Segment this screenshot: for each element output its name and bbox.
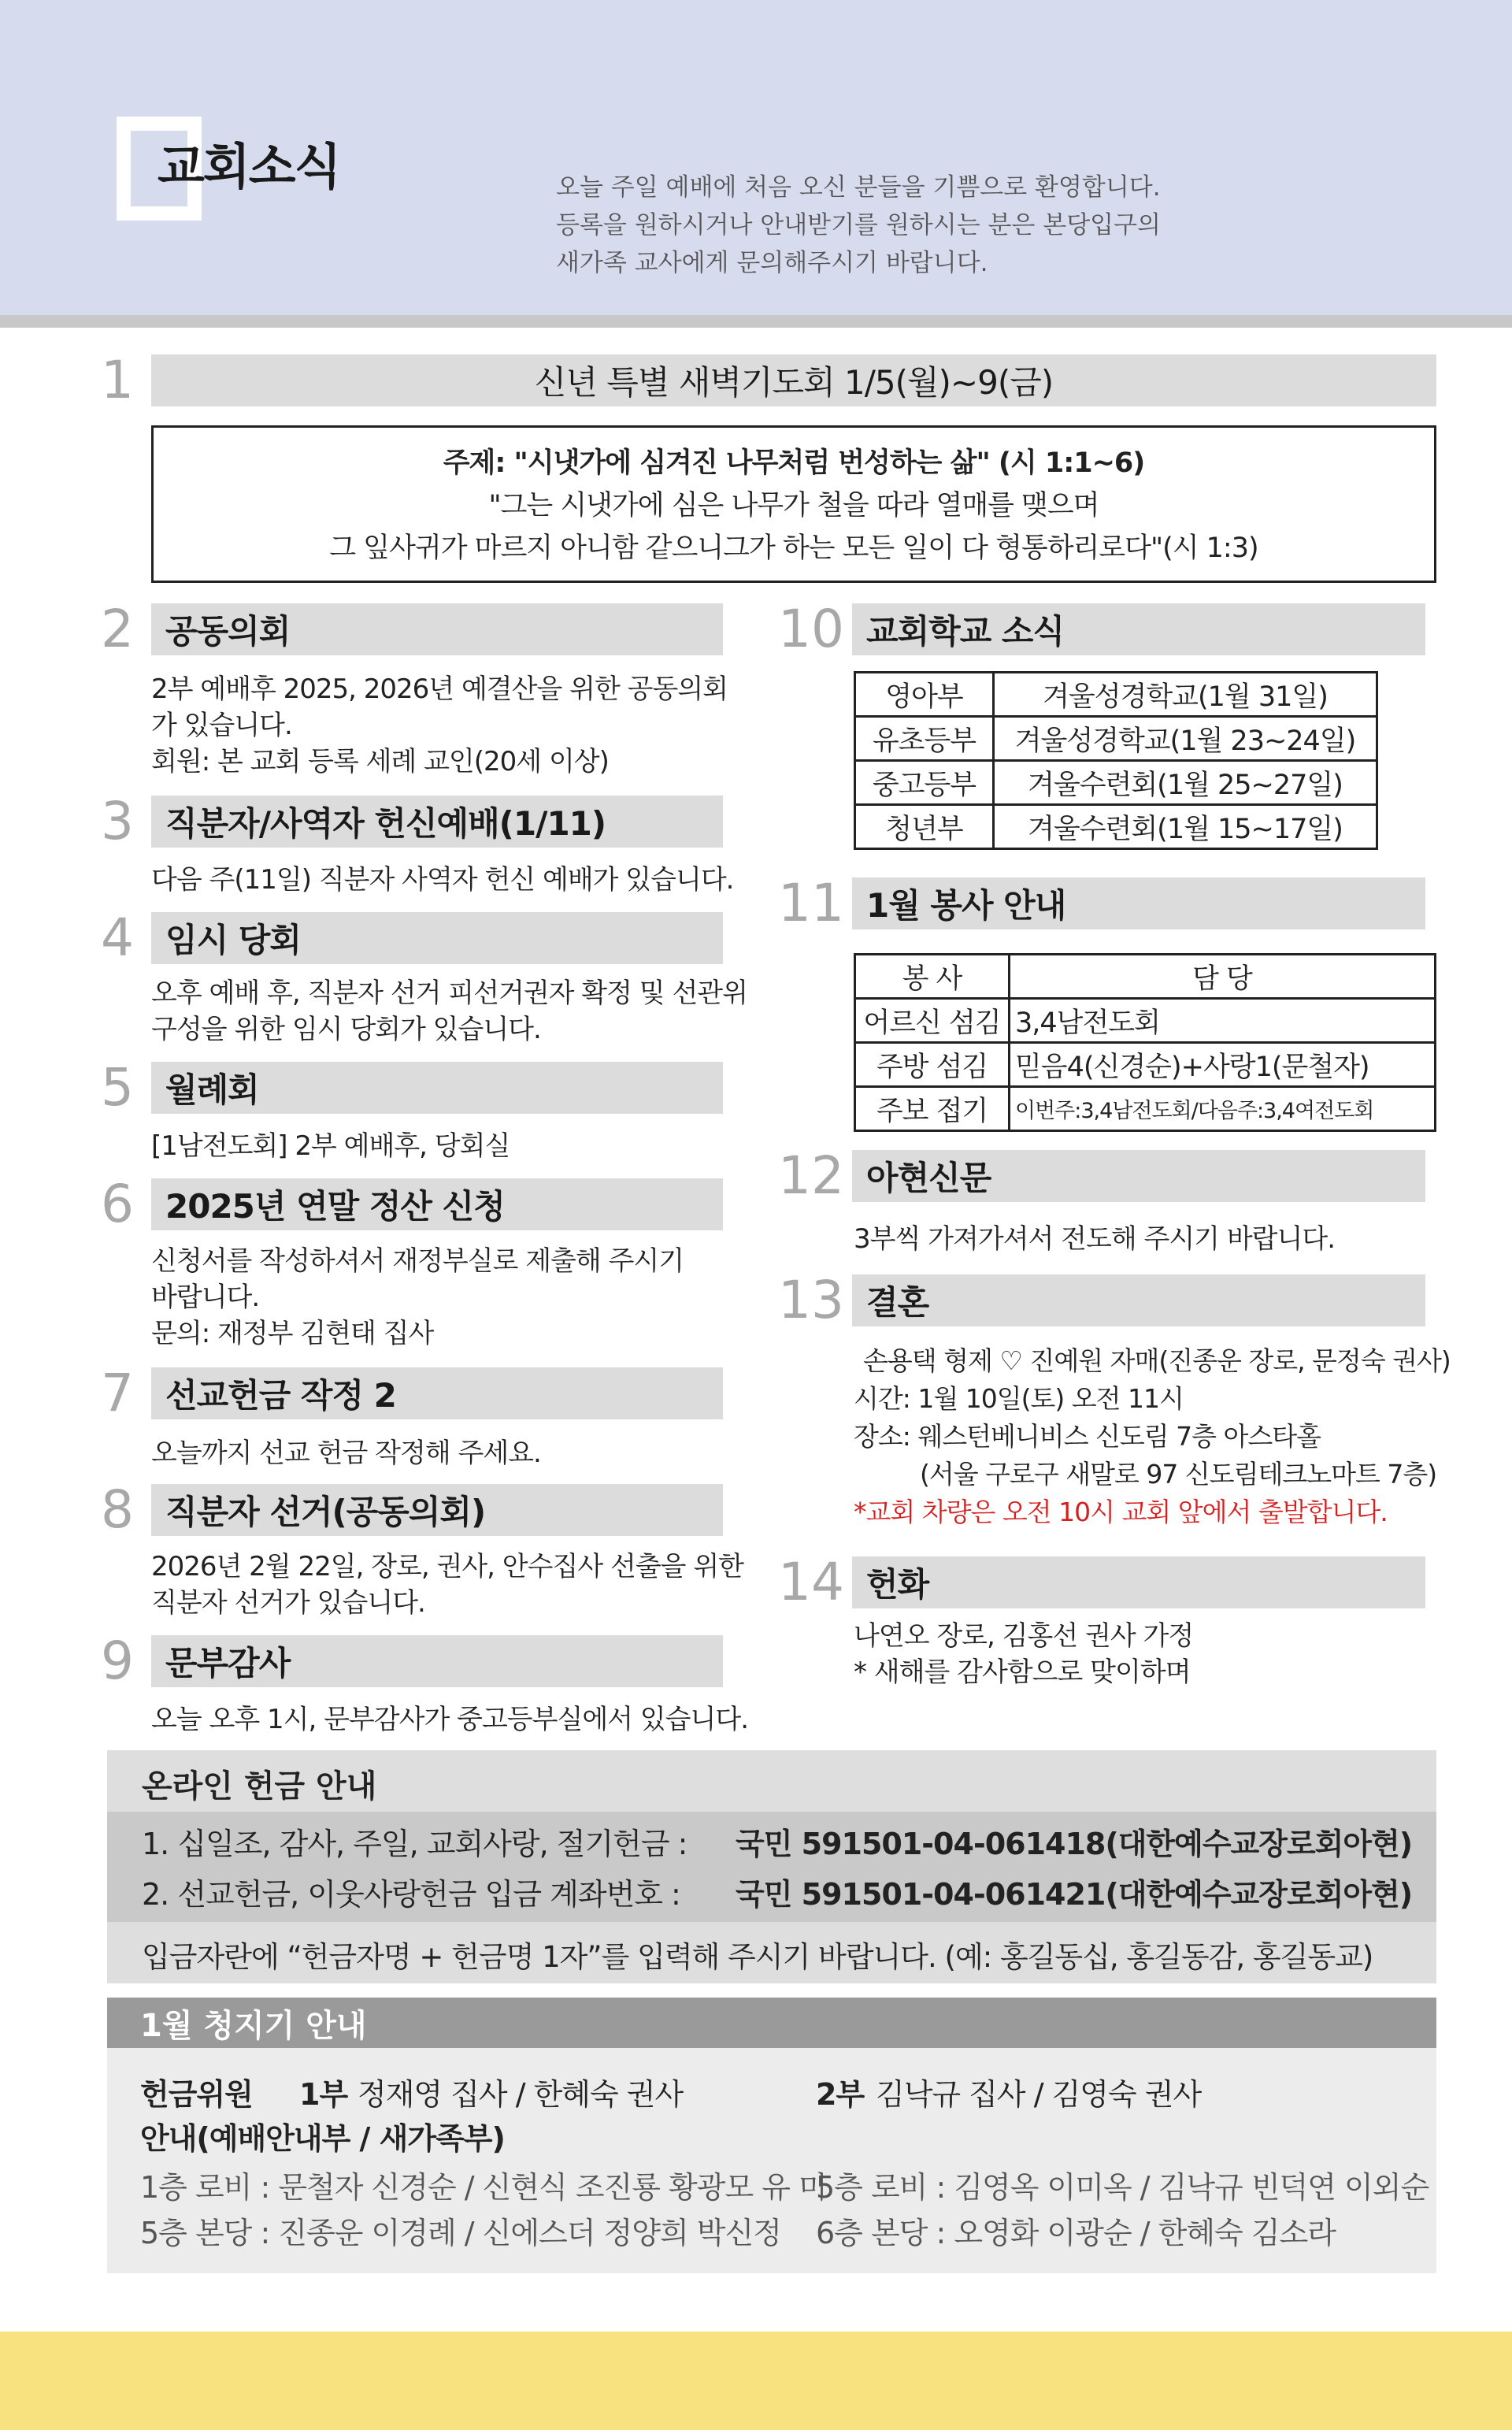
theme-verse-line: "그는 시냇가에 심은 나무가 철을 따라 열매를 맺으며 bbox=[488, 490, 1099, 521]
table-row bbox=[855, 999, 1436, 1043]
account-label: 2. 선교헌금, 이웃사랑헌금 입금 계좌번호 : bbox=[142, 1877, 680, 1912]
table-header-cell: 봉 사 bbox=[855, 955, 1010, 999]
body-line: 직분자 선거가 있습니다. bbox=[151, 1587, 425, 1619]
table-header-cell: 담 당 bbox=[1010, 955, 1436, 999]
offering-committee-label: 헌금위원 bbox=[140, 2077, 253, 2112]
body-line: 장소: 웨스턴베니비스 신도림 7층 아스타홀 bbox=[854, 1421, 1321, 1452]
body-line: 나연오 장로, 김홍선 권사 가정 bbox=[854, 1620, 1194, 1652]
table-cell: 이번주:3,4남전도회/다음주:3,4여전도회 bbox=[1010, 1087, 1436, 1131]
body-line: * 새해를 감사함으로 맞이하며 bbox=[854, 1656, 1191, 1688]
floor5-lobby: 5층 로비 : 김영옥 이미옥 / 김낙규 빈덕연 이외순 bbox=[816, 2170, 1429, 2205]
header-band bbox=[0, 0, 1512, 315]
item-body-audit bbox=[151, 1701, 748, 1738]
item-number: 2 bbox=[101, 599, 134, 659]
item-number: 3 bbox=[101, 791, 134, 851]
table-row bbox=[855, 1043, 1436, 1087]
table-row bbox=[855, 805, 1377, 849]
item-number: 7 bbox=[101, 1363, 134, 1423]
item-title-tax-settlement: 2025년 연말 정산 신청 bbox=[151, 1178, 723, 1230]
welcome-message bbox=[556, 169, 1265, 282]
theme-line: 주제: "시냇가에 심겨진 나무처럼 번성하는 삶" (시 1:1~6) bbox=[443, 447, 1145, 479]
body-line: 구성을 위한 임시 당회가 있습니다. bbox=[151, 1014, 541, 1045]
body-line: 2026년 2월 22일, 장로, 권사, 안수집사 선출을 위한 bbox=[151, 1551, 744, 1582]
item-number: 10 bbox=[778, 599, 844, 659]
body-line: 바랍니다. bbox=[151, 1282, 260, 1313]
item-title-flowers: 헌화 bbox=[852, 1556, 1425, 1608]
service-1-names: 정재영 집사 / 한혜숙 권사 bbox=[358, 2077, 684, 2112]
body-line: 가 있습니다. bbox=[151, 710, 292, 741]
stewards-panel bbox=[107, 1998, 1436, 2273]
account-label: 1. 십일조, 감사, 주일, 교회사랑, 절기헌금 : bbox=[142, 1827, 687, 1861]
item-number: 12 bbox=[778, 1145, 844, 1206]
table-cell: 영아부 bbox=[855, 673, 994, 717]
body-line: (서울 구로구 새말로 97 신도림테크노마트 7층) bbox=[920, 1459, 1437, 1490]
item-title-audit: 문부감사 bbox=[151, 1635, 723, 1687]
table-cell: 주보 접기 bbox=[855, 1087, 1010, 1131]
table-cell: 믿음4(신경순)+사랑1(문철자) bbox=[1010, 1043, 1436, 1087]
item-title-church-school: 교회학교 소식 bbox=[852, 603, 1425, 655]
table-row bbox=[855, 761, 1377, 805]
table-cell: 청년부 bbox=[855, 805, 994, 849]
floor1-lobby: 1층 로비 : 문철자 신경순 / 신현식 조진룡 황광모 유 미 bbox=[140, 2170, 827, 2205]
item-title-dawn-prayer: 신년 특별 새벽기도회 1/5(월)~9(금) bbox=[151, 354, 1436, 406]
guide-label: 안내(예배안내부 / 새가족부) bbox=[140, 2121, 505, 2156]
service-2-label: 2부 bbox=[816, 2077, 865, 2112]
account-number: 국민 591501-04-061421(대한예수교장로회아현) bbox=[736, 1877, 1413, 1912]
item-body-joint-assembly bbox=[151, 671, 728, 780]
account-number: 국민 591501-04-061418(대한예수교장로회아현) bbox=[736, 1827, 1413, 1861]
item-title-mission-pledge: 선교헌금 작정 2 bbox=[151, 1367, 723, 1419]
table-row bbox=[855, 673, 1377, 717]
table-cell: 3,4남전도회 bbox=[1010, 999, 1436, 1043]
body-line: 오후 예배 후, 직분자 선거 피선거권자 확정 및 선관위 bbox=[151, 978, 747, 1009]
deposit-note: 입금자란에 “헌금자명 + 헌금명 1자”를 입력해 주시기 바랍니다. (예: 홍길동십, 홍길동감, 홍길동교) bbox=[142, 1940, 1373, 1974]
online-offering-panel bbox=[107, 1750, 1436, 1983]
service-1-label: 1부 bbox=[299, 2077, 348, 2112]
item-number: 11 bbox=[778, 873, 844, 933]
floor5-sanctuary: 5층 본당 : 진종운 이경례 / 신에스더 정양희 박신정 bbox=[140, 2216, 781, 2250]
item-title-wedding: 결혼 bbox=[852, 1274, 1425, 1326]
body-line: 문의: 재정부 김현태 집사 bbox=[151, 1318, 434, 1349]
table-row bbox=[855, 717, 1377, 761]
item-body-flowers bbox=[854, 1618, 1193, 1690]
page-title: 교회소식 bbox=[158, 138, 340, 195]
item-number: 4 bbox=[101, 907, 134, 968]
body-line: 손용택 형제 ♡ 진예원 자매(진종운 장로, 문정숙 권사) bbox=[863, 1345, 1451, 1376]
online-offering-title: 온라인 헌금 안내 bbox=[142, 1768, 377, 1805]
item-number: 13 bbox=[778, 1270, 844, 1330]
body-line: 회원: 본 교회 등록 세례 교인(20세 이상) bbox=[151, 746, 609, 777]
item-number: 6 bbox=[101, 1174, 134, 1234]
item-number: 5 bbox=[101, 1057, 134, 1118]
church-school-table bbox=[854, 671, 1378, 850]
item-title-newspaper: 아현신문 bbox=[852, 1150, 1425, 1202]
item-title-joint-assembly: 공동의회 bbox=[151, 603, 723, 655]
body-line: 다음 주(11일) 직분자 사역자 헌신 예배가 있습니다. bbox=[151, 864, 734, 896]
theme-box bbox=[151, 425, 1436, 583]
body-line: 신청서를 작성하셔서 재정부실로 제출해 주시기 bbox=[151, 1245, 684, 1277]
service-2-names: 김낙규 집사 / 김영숙 권사 bbox=[876, 2077, 1202, 2112]
item-body-officer-election bbox=[151, 1549, 743, 1621]
item-number: 8 bbox=[101, 1479, 134, 1540]
welcome-line: 새가족 교사에게 문의해주시기 바랍니다. bbox=[556, 249, 988, 277]
table-cell: 유초등부 bbox=[855, 717, 994, 761]
body-line: 3부씩 가져가셔서 전도해 주시기 바랍니다. bbox=[854, 1223, 1336, 1255]
floor6-sanctuary: 6층 본당 : 오영화 이광순 / 한혜숙 김소라 bbox=[816, 2216, 1336, 2250]
volunteer-table bbox=[854, 953, 1436, 1132]
item-body-mission-pledge bbox=[151, 1435, 541, 1471]
body-line: 시간: 1월 10일(토) 오전 11시 bbox=[854, 1383, 1184, 1414]
body-line: 2부 예배후 2025, 2026년 예결산을 위한 공동의회 bbox=[151, 673, 728, 705]
item-body-newspaper bbox=[854, 1221, 1335, 1257]
table-cell: 중고등부 bbox=[855, 761, 994, 805]
table-cell: 겨울수련회(1월 15~17일) bbox=[994, 805, 1377, 849]
divider-band bbox=[0, 315, 1512, 328]
item-body-dedication-service bbox=[151, 862, 733, 898]
item-title-officer-election: 직분자 선거(공동의회) bbox=[151, 1484, 723, 1536]
table-row bbox=[855, 955, 1436, 999]
footer-band bbox=[0, 2332, 1512, 2430]
item-number: 9 bbox=[101, 1631, 134, 1691]
item-title-monthly-meeting: 월례회 bbox=[151, 1062, 723, 1114]
welcome-line: 오늘 주일 예배에 처음 오신 분들을 기쁨으로 환영합니다. bbox=[556, 173, 1161, 202]
welcome-line: 등록을 원하시거나 안내받기를 원하시는 분은 본당입구의 bbox=[556, 211, 1161, 239]
wedding-bus-note: *교회 차량은 오전 10시 교회 앞에서 출발합니다. bbox=[854, 1497, 1388, 1527]
item-body-wedding bbox=[854, 1342, 1451, 1531]
body-line: 오늘까지 선교 헌금 작정해 주세요. bbox=[151, 1438, 541, 1469]
body-line: [1남전도회] 2부 예배후, 당회실 bbox=[151, 1130, 510, 1162]
table-cell: 겨울성경학교(1월 23~24일) bbox=[994, 717, 1377, 761]
item-body-tax-settlement bbox=[151, 1243, 684, 1352]
item-number: 1 bbox=[101, 350, 134, 410]
table-cell: 주방 섬김 bbox=[855, 1043, 1010, 1087]
item-title-dedication-service: 직분자/사역자 헌신예배(1/11) bbox=[151, 796, 723, 848]
table-cell: 어르신 섬김 bbox=[855, 999, 1010, 1043]
item-body-session-meeting bbox=[151, 975, 747, 1048]
item-title-volunteer-guide: 1월 봉사 안내 bbox=[852, 877, 1425, 929]
item-number: 14 bbox=[778, 1552, 844, 1612]
item-body-monthly-meeting bbox=[151, 1128, 510, 1164]
theme-verse-line: 그 잎사귀가 마르지 아니함 같으니그가 하는 모든 일이 다 형통하리로다"(시 1:3) bbox=[329, 532, 1258, 564]
item-title-session-meeting: 임시 당회 bbox=[151, 912, 723, 964]
table-row bbox=[855, 1087, 1436, 1131]
body-line: 오늘 오후 1시, 문부감사가 중고등부실에서 있습니다. bbox=[151, 1704, 749, 1735]
stewards-title: 1월 청지기 안내 bbox=[107, 1998, 1436, 2048]
table-cell: 겨울수련회(1월 25~27일) bbox=[994, 761, 1377, 805]
table-cell: 겨울성경학교(1월 31일) bbox=[994, 673, 1377, 717]
